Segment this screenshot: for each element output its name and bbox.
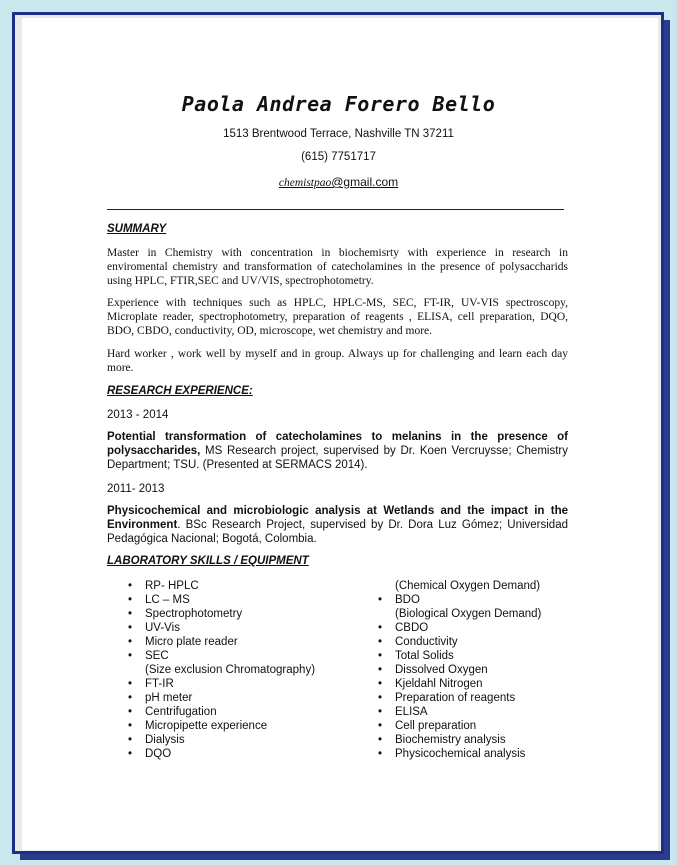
lab-skill-text: (Size exclusion Chromatography) bbox=[145, 664, 316, 676]
research-desc-1: MS Research project, supervised by Dr. Koen Vercruysse; Chemistry Department; TSU. (Presented at SERMACS 2014). bbox=[107, 445, 568, 471]
research-entry-1 bbox=[107, 430, 568, 472]
bullet-icon: • bbox=[128, 720, 133, 732]
lab-skill-item bbox=[128, 705, 358, 719]
bullet-icon: • bbox=[128, 706, 133, 718]
bullet-icon: • bbox=[378, 594, 383, 606]
lab-skill-item bbox=[378, 621, 588, 635]
lab-heading: LABORATORY SKILLS / EQUIPMENT bbox=[107, 555, 309, 567]
lab-skill-item bbox=[378, 649, 588, 663]
email-user: chemistpao bbox=[278, 177, 332, 189]
bullet-icon: • bbox=[128, 594, 133, 606]
bullet-icon: • bbox=[128, 692, 133, 704]
lab-skill-text: UV-Vis bbox=[145, 622, 180, 634]
lab-skill-text: CBDO bbox=[395, 622, 429, 634]
frame-shadow-right bbox=[664, 20, 670, 858]
summary-paragraph-1: Master in Chemistry with concentration in biochemisrty with experience in research in enviromental chemistry and transformation of catecholamines in the presence of polysaccharids using HPLC, FTIR,SEC and UV/VIS, spectrophotometry. bbox=[107, 247, 568, 287]
address: 1513 Brentwood Terrace, Nashville TN 37211 bbox=[223, 128, 454, 140]
lab-skill-text: RP- HPLC bbox=[145, 580, 199, 592]
lab-skill-text: Cell preparation bbox=[395, 720, 477, 732]
lab-skill-text: Micro plate reader bbox=[145, 636, 238, 648]
candidate-name: Paola Andrea Forero Bello bbox=[181, 92, 496, 116]
lab-skill-item bbox=[128, 719, 358, 733]
research-title-1: Potential transformation of catecholamines to melanins in the presence of polysaccharides, bbox=[107, 431, 568, 457]
research-heading: RESEARCH EXPERIENCE: bbox=[107, 385, 253, 397]
lab-skill-text: Physicochemical analysis bbox=[395, 748, 526, 760]
header-divider bbox=[107, 209, 564, 210]
bullet-icon: • bbox=[128, 734, 133, 746]
bullet-icon: • bbox=[128, 650, 133, 662]
lab-skill-text: Total Solids bbox=[395, 650, 454, 662]
bullet-icon: • bbox=[378, 720, 383, 732]
lab-skill-text: (Chemical Oxygen Demand) bbox=[395, 580, 541, 592]
lab-skill-text: Dissolved Oxygen bbox=[395, 664, 488, 676]
bullet-icon: • bbox=[378, 706, 383, 718]
lab-skill-item bbox=[378, 733, 588, 747]
lab-skill-text: Micropipette experience bbox=[145, 720, 268, 732]
lab-skill-text: (Biological Oxygen Demand) bbox=[395, 608, 542, 620]
lab-skill-text: Centrifugation bbox=[145, 706, 217, 718]
frame-shadow-bottom bbox=[20, 854, 670, 860]
lab-skill-text: LC – MS bbox=[145, 594, 190, 606]
lab-skill-text: Conductivity bbox=[395, 636, 458, 648]
lab-skill-item bbox=[128, 691, 358, 705]
lab-skill-item bbox=[128, 607, 358, 621]
bullet-icon: • bbox=[378, 636, 383, 648]
lab-skill-item bbox=[378, 705, 588, 719]
lab-skill-item bbox=[378, 691, 588, 705]
lab-skill-item bbox=[378, 747, 588, 761]
lab-skill-item bbox=[128, 677, 358, 691]
lab-skill-text: Biochemistry analysis bbox=[395, 734, 506, 746]
bullet-icon: • bbox=[128, 622, 133, 634]
lab-skill-item bbox=[128, 649, 358, 663]
bullet-icon: • bbox=[378, 734, 383, 746]
research-desc-2: . BSc Research Project, supervised by Dr. Dora Luz Gómez; Universidad Pedagógica Nacional; Bogotá, Colombia. bbox=[107, 519, 568, 545]
bullet-icon: • bbox=[378, 692, 383, 704]
lab-skill-text: Kjeldahl Nitrogen bbox=[395, 678, 483, 690]
phone: (615) 7751717 bbox=[301, 151, 376, 163]
summary-paragraph-3: Hard worker , work well by myself and in group. Always up for challenging and learn each day more. bbox=[107, 348, 568, 374]
research-years-1: 2013 - 2014 bbox=[107, 409, 169, 421]
lab-skill-item bbox=[128, 621, 358, 635]
lab-skill-text: FT-IR bbox=[145, 678, 174, 690]
bullet-icon: • bbox=[128, 748, 133, 760]
bullet-icon: • bbox=[378, 748, 383, 760]
bullet-icon: • bbox=[378, 664, 383, 676]
lab-skill-item bbox=[128, 747, 358, 761]
lab-skill-text: Dialysis bbox=[145, 734, 185, 746]
research-title-2: Physicochemical and microbiologic analysis at Wetlands and the impact in the Environment bbox=[107, 505, 568, 531]
lab-skill-text: Spectrophotometry bbox=[145, 608, 243, 620]
research-years-2: 2011- 2013 bbox=[107, 483, 165, 495]
lab-skill-item bbox=[128, 663, 358, 677]
lab-skill-text: BDO bbox=[395, 594, 420, 606]
lab-skill-text: DQO bbox=[145, 748, 172, 760]
lab-skill-item bbox=[378, 607, 588, 621]
bullet-icon: • bbox=[378, 622, 383, 634]
summary-paragraph-2: Experience with techniques such as HPLC, HPLC-MS, SEC, FT-IR, UV-VIS spectroscopy, Microplate reader, spectrophotometry, preparation of reagents , ELISA, cell preparation, DQO, BDO, CBDO, conductivity, OD, microscope, wet chemistry and more. bbox=[107, 297, 568, 337]
lab-skill-item bbox=[128, 635, 358, 649]
lab-skill-item bbox=[128, 733, 358, 747]
lab-skill-text: ELISA bbox=[395, 706, 428, 718]
lab-skill-item bbox=[378, 635, 588, 649]
lab-list-left bbox=[128, 579, 358, 761]
bullet-icon: • bbox=[128, 608, 133, 620]
bullet-icon: • bbox=[378, 678, 383, 690]
research-entry-2 bbox=[107, 504, 568, 546]
lab-skill-item bbox=[378, 579, 588, 593]
summary-heading: SUMMARY bbox=[107, 223, 167, 235]
bullet-icon: • bbox=[378, 650, 383, 662]
lab-skill-item bbox=[128, 593, 358, 607]
lab-skill-item bbox=[128, 579, 358, 593]
bullet-icon: • bbox=[128, 636, 133, 648]
lab-skill-text: Preparation of reagents bbox=[395, 692, 516, 704]
email-link[interactable] bbox=[0, 175, 677, 189]
lab-skill-item bbox=[378, 719, 588, 733]
lab-skill-item bbox=[378, 677, 588, 691]
bullet-icon: • bbox=[128, 580, 133, 592]
bullet-icon: • bbox=[128, 678, 133, 690]
lab-skill-text: pH meter bbox=[145, 692, 193, 704]
lab-skill-text: SEC bbox=[145, 650, 169, 662]
lab-list-right bbox=[378, 579, 588, 761]
lab-skill-item bbox=[378, 663, 588, 677]
email-domain: @gmail.com bbox=[331, 175, 399, 189]
lab-skill-item bbox=[378, 593, 588, 607]
